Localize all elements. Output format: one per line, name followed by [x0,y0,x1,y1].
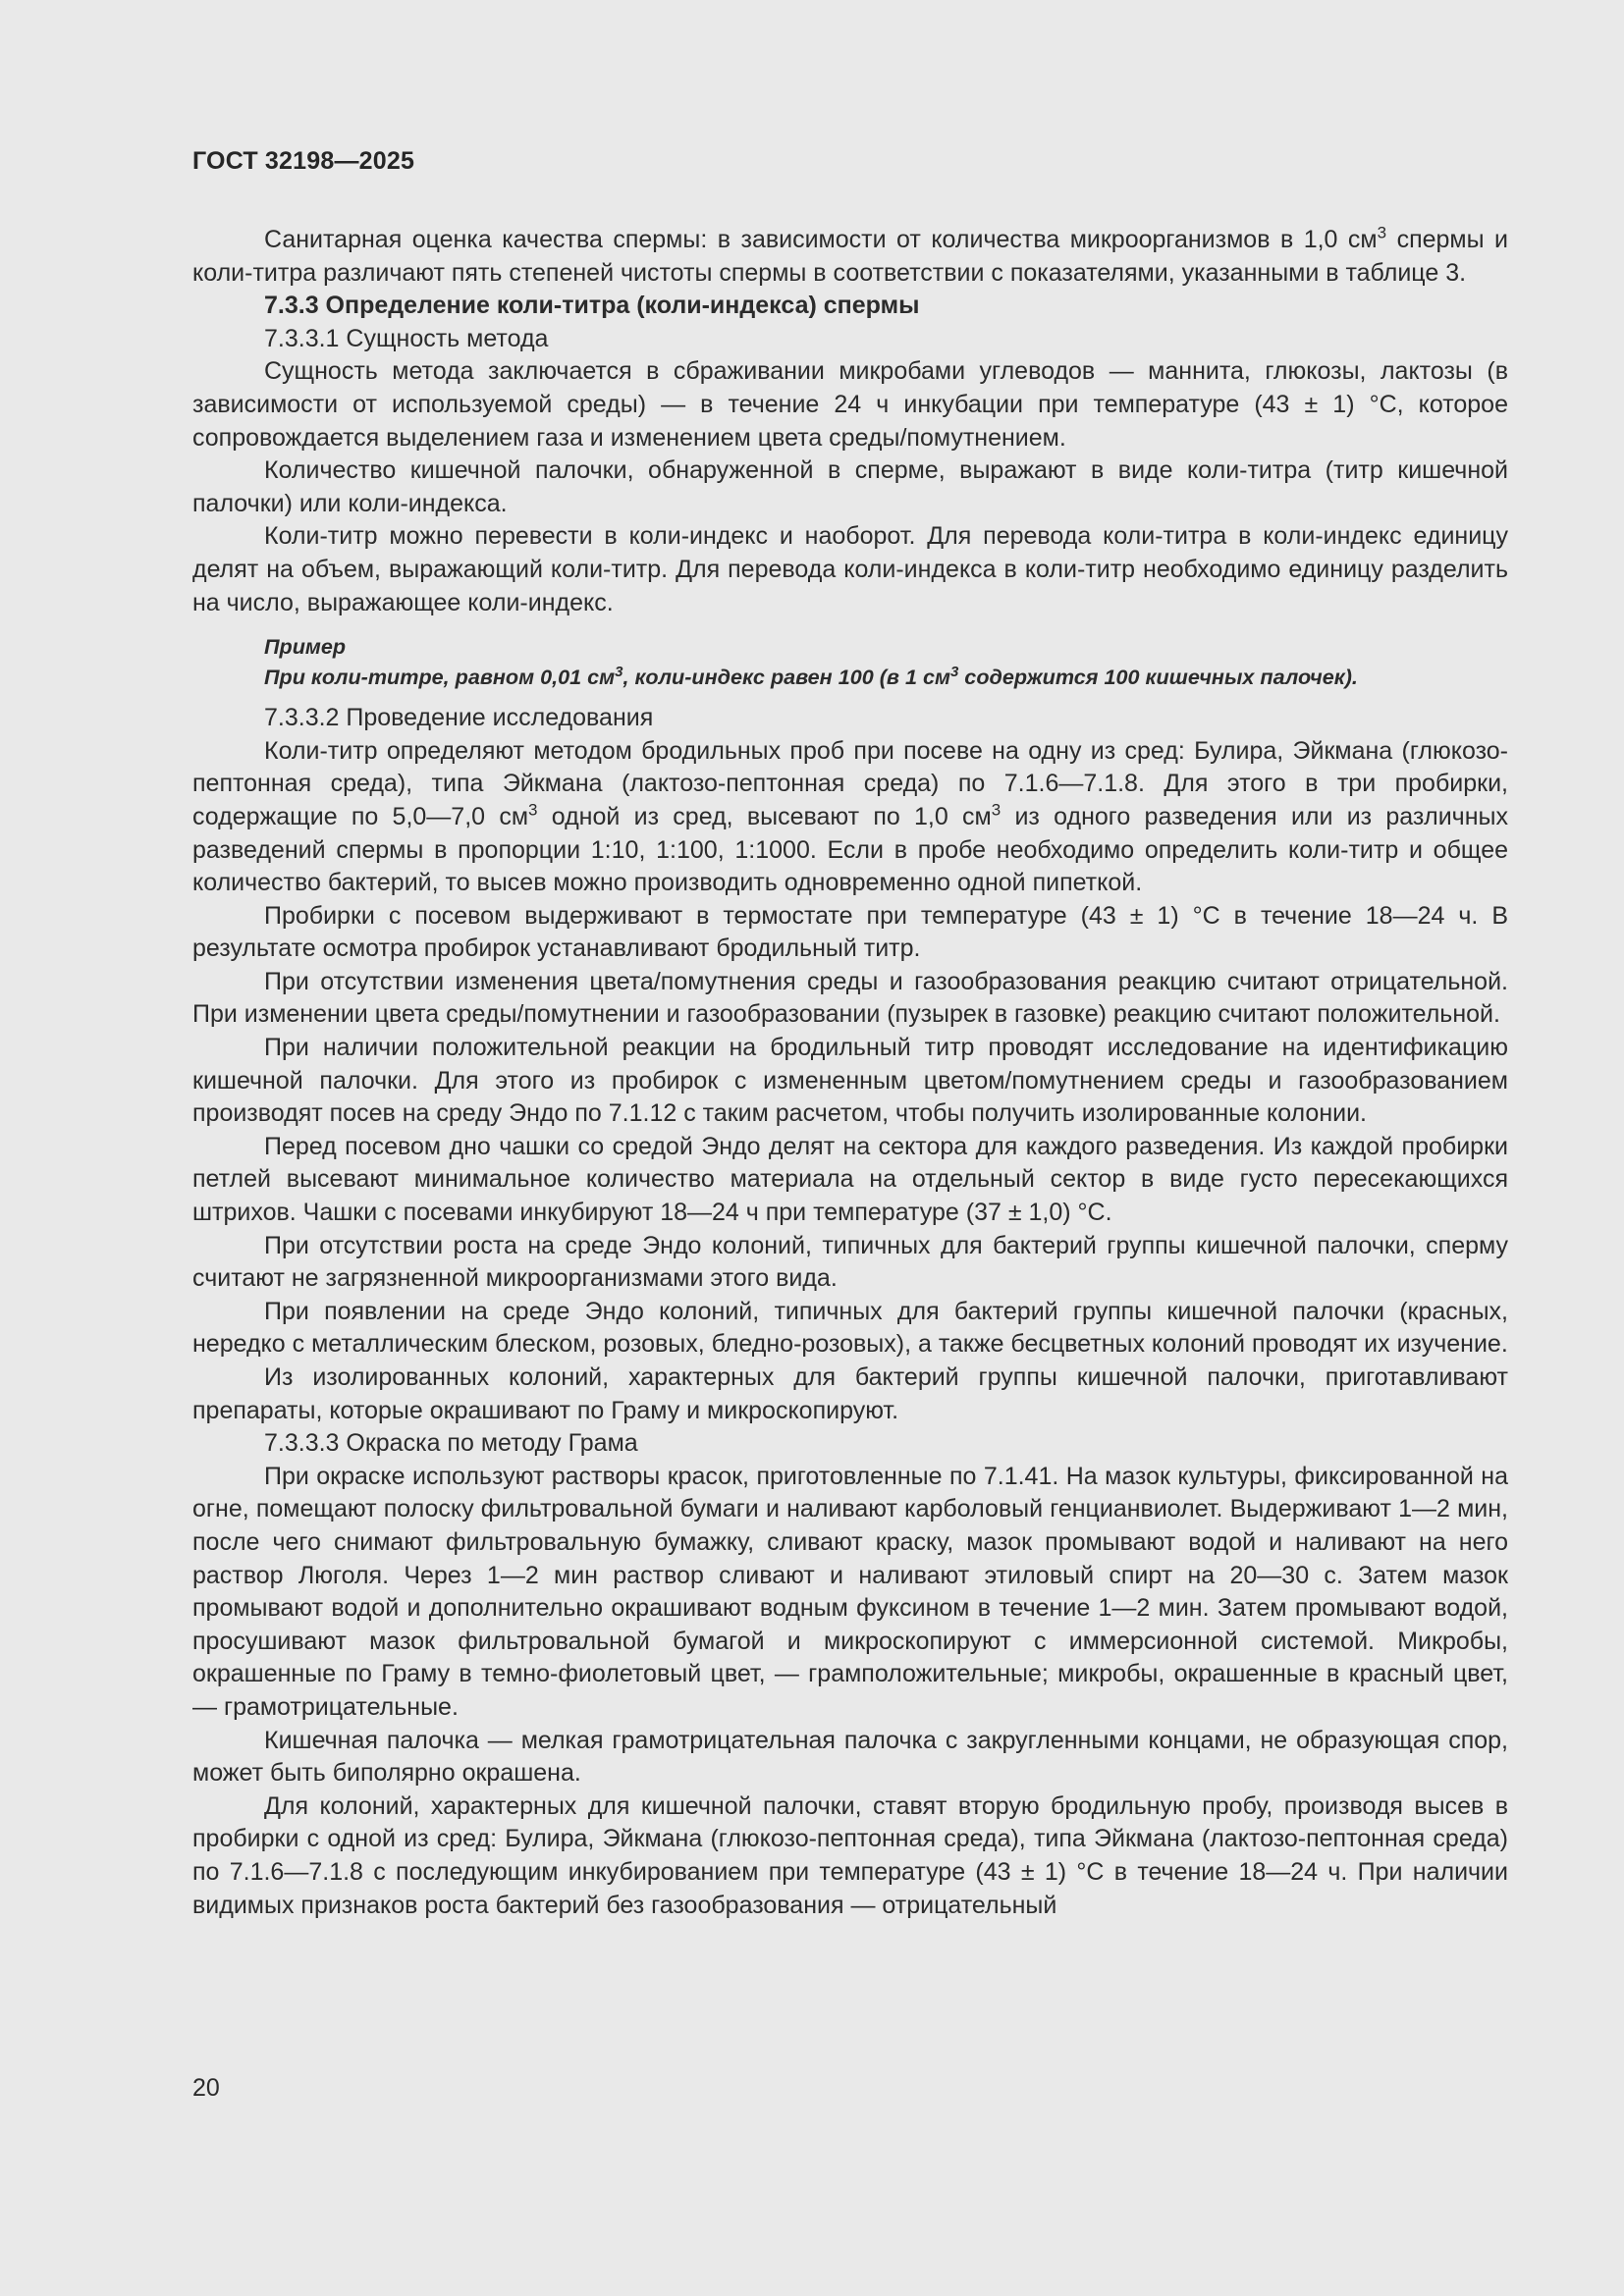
page-number: 20 [192,2074,220,2102]
paragraph-coli-count: Количество кишечной палочки, обнаруженной в сперме, выражают в виде коли-титра (титр кишечной палочки) или коли-индекса. [192,456,1508,517]
paragraph-negative-positive-reaction: При отсутствии изменения цвета/помутнения среды и газообразования реакцию считают отрицательной. При изменении цвета среды/помутнении и газообразовании (пузырек в газовке) реакцию считают положительной. [192,967,1508,1029]
paragraph-gram-staining: При окраске используют растворы красок, приготовленные по 7.1.41. На мазок культуры, фиксированной на огне, помещают полоску фильтровальной бумаги и наливают карболовый генцианвиолет. Выдерживают 1—2 мин, после чего снимают фильтровальную бумажку, сливают краску, мазок промывают водой и наливают на него раствор Люголя. Через 1—2 мин раствор сливают и наливают этиловый спирт на 20—30 с. Затем мазок промывают водой и дополнительно окрашивают водным фуксином в течение 1—2 мин. Затем промывают водой, просушивают мазок фильтровальной бумагой и микроскопируют с иммерсионной системой. Микробы, окрашенные по Граму в темно-фиолетовый цвет, — грамположительные; микробы, окрашенные в красный цвет, — грамотрицательные. [192,1462,1508,1721]
paragraph-coli-conversion: Коли-титр можно перевести в коли-индекс и наоборот. Для перевода коли-титра в коли-индекс единицу делят на объем, выражающий коли-титр. Для перевода коли-индекса в коли-титр необходимо единицу разделить на число, выражающее коли-индекс. [192,522,1508,616]
paragraph-incubation: Пробирки с посевом выдерживают в термостате при температуре (43 ± 1) °C в течение 18—24 ч. В результате осмотра пробирок устанавливают бродильный титр. [192,901,1508,963]
subsection-heading-7-3-3-2: 7.3.3.2 Проведение исследования [264,704,654,732]
subsection-heading-7-3-3-3: 7.3.3.3 Окраска по методу Грама [264,1429,638,1458]
paragraph-sanitary-assessment: Санитарная оценка качества спермы: в зависимости от количества микроорганизмов в 1,0 $см^3$ спермы и коли-титра различают пять степеней чистоты спермы в соответствии с показателями, указанными в таблице 3. [192,223,1509,287]
page-body [192,224,1508,1922]
paragraph-second-fermentation: Для колоний, характерных для кишечной палочки, ставят вторую бродильную пробу, производя высев в пробирки с одной из сред: Булира, Эйкмана (глюкозо-пептонная среда), типа Эйкмана (лактозо-пептонная среда) по 7.1.6—7.1.8 с последующим инкубированием при температуре (43 ± 1) °C в течение 18—24 ч. При наличии видимых признаков роста бактерий без газообразования — отрицательный [192,1791,1508,1919]
paragraph-no-growth: При отсутствии роста на среде Эндо колоний, типичных для бактерий группы кишечной палочки, сперму считают не загрязненной микроорганизмами этого вида. [192,1231,1508,1293]
subsection-heading-7-3-3-1: 7.3.3.1 Сущность метода [264,324,549,352]
paragraph-endo-sectors: Перед посевом дно чашки со средой Эндо делят на сектора для каждого разведения. Из каждой пробирки петлей высевают минимальное количество материала на отдельный сектор в виде густо пересекающихся штрихов. Чашки с посевами инкубируют 18—24 ч при температуре (37 ± 1,0) °C. [192,1132,1508,1227]
example-text: При коли-титре, равном 0,01 $см^3$, коли-индекс равен 100 (в 1 $см^3$ содержится 100 кишечных палочек). [264,663,1358,690]
paragraph-endo-inoculation: При наличии положительной реакции на бродильный титр проводят исследование на идентификацию кишечной палочки. Для этого из пробирок с измененным цветом/помутнением среды и газообразованием производят посев на среду Эндо по 7.1.12 с таким расчетом, чтобы получить изолированные колонии. [192,1034,1508,1128]
example-label: Пример [264,634,347,660]
paragraph-fermentation-method: Коли-титр определяют методом бродильных проб при посеве на одну из сред: Булира, Эйкмана (глюкозо-пептонная среда), типа Эйкмана (лактозо-пептонная среда) по 7.1.6—7.1.8. Для этого в три пробирки, содержащие по 5,0—7,0 $см^3$ одной из сред, высевают по 1,0 $см^3$ из одного разведения или из различных разведений спермы в пропорции 1:10, 1:100, 1:1000. Если в пробе необходимо определить коли-титр и общее количество бактерий, то высев можно производить одновременно одной пипеткой. [192,736,1508,897]
paragraph-ecoli-description: Кишечная палочка — мелкая грамотрицательная палочка с закругленными концами, не образующая спор, может быть биполярно окрашена. [192,1726,1508,1788]
document-header: ГОСТ 32198—2025 [192,147,415,175]
example-block [192,631,1508,692]
paragraph-gram-preparation: Из изолированных колоний, характерных для бактерий группы кишечной палочки, приготавливают препараты, которые окрашивают по Граму и микроскопируют. [192,1363,1508,1424]
section-heading-7-3-3: 7.3.3 Определение коли-титра (коли-индекса) спермы [264,292,920,320]
paragraph-method-essence: Сущность метода заключается в сбраживании микробами углеводов — маннита, глюкозы, лактозы (в зависимости от используемой среды) — в течение 24 ч инкубации при температуре (43 ± 1) °C, которое сопровождается выделением газа и изменением цвета среды/помутнением. [192,357,1508,452]
paragraph-colony-appearance: При появлении на среде Эндо колоний, типичных для бактерий группы кишечной палочки (красных, нередко с металлическим блеском, розовых, бледно-розовых), а также бесцветных колоний проводят их изучение. [192,1297,1508,1359]
